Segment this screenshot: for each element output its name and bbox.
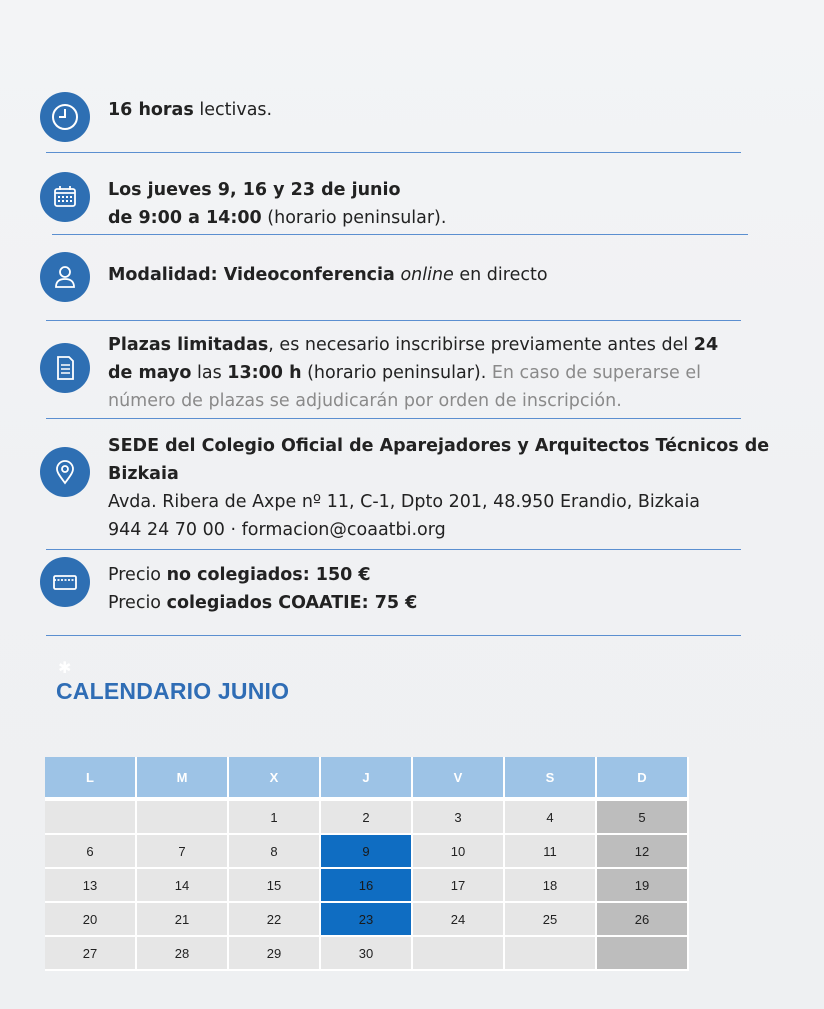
calendar-day-cell: 10: [413, 835, 505, 869]
calendar-day-cell: 2: [321, 801, 413, 835]
clock-icon: [40, 92, 90, 142]
divider: [46, 635, 741, 636]
calendar-day-cell: 1: [229, 801, 321, 835]
ticket-icon: [40, 557, 90, 607]
user-icon: [40, 252, 90, 302]
calendar-day-cell-highlighted: 9: [321, 835, 413, 869]
dates-text: Los jueves 9, 16 y 23 de junio de 9:00 a 14:00 (horario peninsular).: [108, 180, 447, 228]
calendar-day-cell: 19: [597, 869, 689, 903]
calendar-day-cell: 28: [137, 937, 229, 971]
calendar-day-cell-highlighted: 16: [321, 869, 413, 903]
calendar-day-cell: 11: [505, 835, 597, 869]
calendar-day-cell: 4: [505, 801, 597, 835]
calendar-week-row: [45, 937, 689, 971]
calendar-day-cell: 25: [505, 903, 597, 937]
calendar-day-cell: 27: [45, 937, 137, 971]
calendar-day-cell: 30: [321, 937, 413, 971]
calendar-day-cell: 5: [597, 801, 689, 835]
calendar-day-cell: 26: [597, 903, 689, 937]
calendar-weekday-header: S: [505, 757, 597, 801]
divider: [46, 320, 741, 321]
calendar-day-cell: 6: [45, 835, 137, 869]
calendar-day-cell: 7: [137, 835, 229, 869]
calendar-weekday-header: V: [413, 757, 505, 801]
location-pin-icon: [40, 447, 90, 497]
calendar-day-cell: 15: [229, 869, 321, 903]
calendar-day-cell: 21: [137, 903, 229, 937]
calendar-empty-cell: [137, 801, 229, 835]
calendar-empty-cell: [413, 937, 505, 971]
document-icon: [40, 343, 90, 393]
divider: [46, 549, 741, 550]
calendar-day-cell: 24: [413, 903, 505, 937]
calendar-day-cell: 8: [229, 835, 321, 869]
price-text: Precio no colegiados: 150 € Precio colegiados COAATIE: 75 €: [108, 565, 418, 613]
calendar-day-cell: 14: [137, 869, 229, 903]
calendar-day-cell: 18: [505, 869, 597, 903]
calendar-day-cell: 12: [597, 835, 689, 869]
calendar-empty-cell: [45, 801, 137, 835]
divider: [46, 418, 741, 419]
calendar-weekday-header: D: [597, 757, 689, 801]
calendar-day-cell-highlighted: 23: [321, 903, 413, 937]
places-text: Plazas limitadas, es necesario inscribirse previamente antes del 24 de mayo las 13:00 h (horario peninsular). En caso de superarse el número de plazas se adjudicarán por orden de inscripción.: [108, 335, 719, 411]
calendar-weekday-header: L: [45, 757, 137, 801]
calendar-week-row: [45, 903, 689, 937]
calendar-title: CALENDARIO JUNIO: [56, 678, 290, 704]
sparkle-icon: ✱: [58, 658, 72, 677]
calendar-table: [45, 757, 689, 971]
venue-address: Avda. Ribera de Axpe nº 11, C-1, Dpto 201, 48.950 Erandio, Bizkaia: [108, 492, 701, 512]
calendar-empty-cell: [505, 937, 597, 971]
hours-text: 16 horas lectivas.: [108, 100, 273, 120]
calendar-week-row: [45, 835, 689, 869]
calendar-icon: [40, 172, 90, 222]
divider: [52, 234, 748, 235]
divider: [46, 152, 741, 153]
venue-text: SEDE del Colegio Oficial de Aparejadores y Arquitectos Técnicos de Bizkaia Avda. Ribera de Axpe nº 11, C-1, Dpto 201, 48.950 Erandio, Bizkaia 944 24 70 00 · formacion@coaatbi.org: [108, 436, 770, 540]
venue-contact[interactable]: 944 24 70 00 · formacion@coaatbi.org: [108, 520, 446, 540]
calendar-day-cell: 13: [45, 869, 137, 903]
calendar-weekday-header: M: [137, 757, 229, 801]
calendar-week-row: [45, 801, 689, 835]
calendar-day-cell: 17: [413, 869, 505, 903]
calendar-day-cell: 20: [45, 903, 137, 937]
modality-text: Modalidad: Videoconferencia online en directo: [108, 265, 548, 285]
calendar-day-cell: 22: [229, 903, 321, 937]
calendar-day-cell: 3: [413, 801, 505, 835]
calendar-week-row: [45, 869, 689, 903]
calendar-header-row: [45, 757, 689, 801]
calendar-weekday-header: X: [229, 757, 321, 801]
calendar-empty-cell: [597, 937, 689, 971]
calendar-weekday-header: J: [321, 757, 413, 801]
calendar-day-cell: 29: [229, 937, 321, 971]
